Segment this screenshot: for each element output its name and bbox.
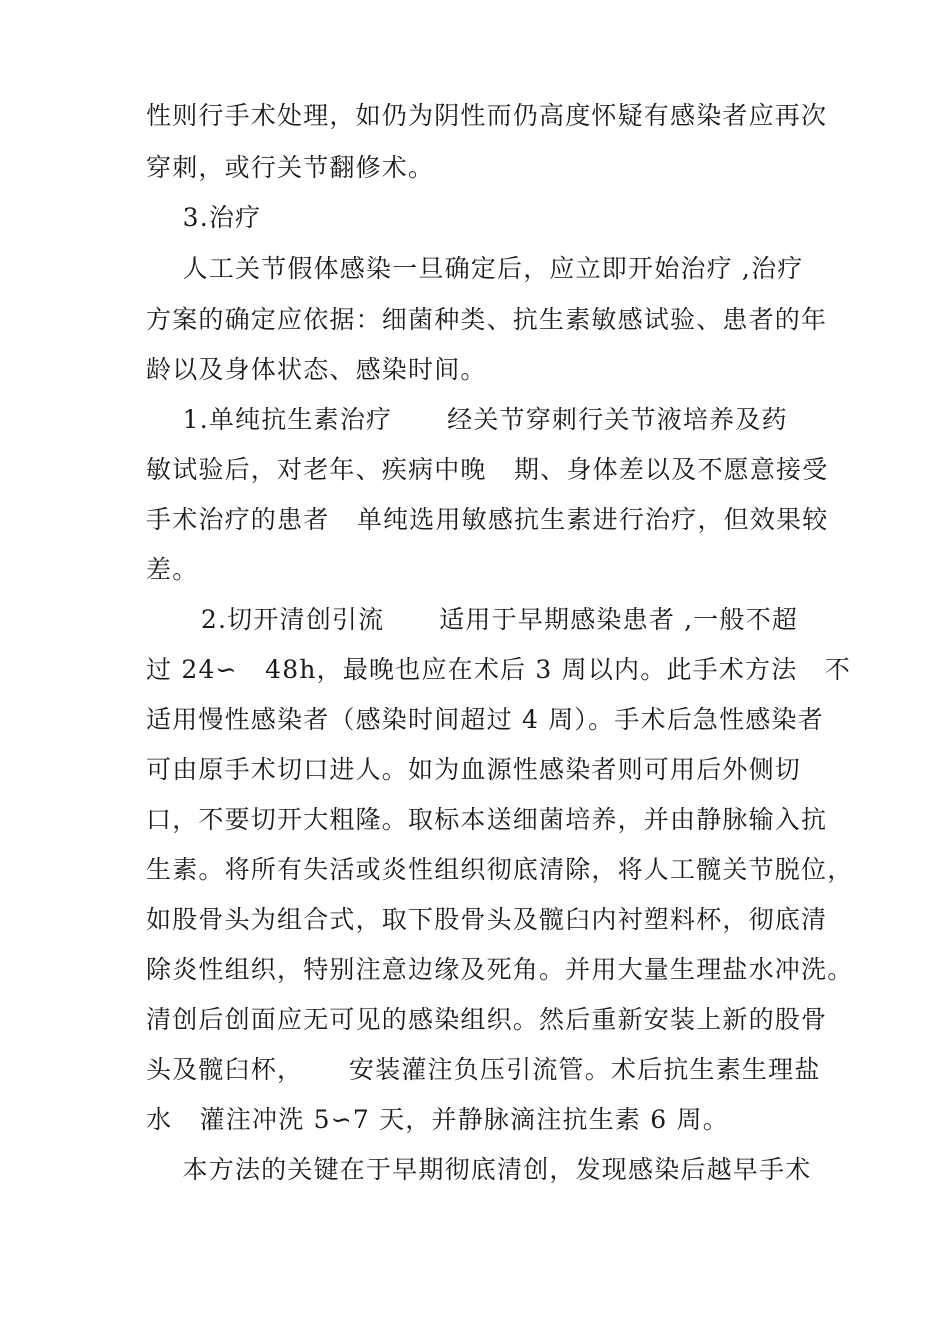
text-line: 过 24∽ 48h，最晚也应在术后 3 周以内。此手术方法 不 — [146, 655, 852, 684]
text-line: 水 灌注冲洗 5∽7 天，并静脉滴注抗生素 6 周。 — [146, 1105, 729, 1134]
text-line: 口，不要切开大粗隆。取标本送细菌培养，并由静脉输入抗 — [146, 805, 828, 834]
text-line: 如股骨头为组合式，取下股骨头及髋臼内衬塑料杯，彻底清 — [146, 905, 828, 934]
text-line: 头及髋臼杯， 安装灌注负压引流管。术后抗生素生理盐 — [146, 1055, 821, 1084]
text-line: 人工关节假体感染一旦确定后，应立即开始治疗 ,治疗 — [146, 254, 804, 283]
text-line: 适用慢性感染者（感染时间超过 4 周）。手术后急性感染者 — [146, 705, 824, 734]
text-line: 清创后创面应无可见的感染组织。然后重新安装上新的股骨 — [146, 1005, 828, 1034]
text-line: 1.单纯抗生素治疗 经关节穿刺行关节液培养及药 — [146, 405, 788, 434]
text-line: 方案的确定应依据：细菌种类、抗生素敏感试验、患者的年 — [146, 305, 828, 334]
text-line: 除炎性组织，特别注意边缘及死角。并用大量生理盐水冲洗。 — [146, 955, 854, 984]
section-heading: 3.治疗 — [146, 203, 262, 232]
text-line: 可由原手术切口进人。如为血源性感染者则可用后外侧切 — [146, 755, 802, 784]
text-line: 生素。将所有失活或炎性组织彻底清除，将人工髋关节脱位， — [146, 855, 854, 884]
text-line: 手术治疗的患者 单纯选用敏感抗生素进行治疗，但效果较 — [146, 505, 829, 534]
text-line: 本方法的关键在于早期彻底清创，发现感染后越早手术 — [146, 1155, 812, 1184]
text-line: 穿刺，或行关节翻修术。 — [146, 153, 435, 182]
text-line: 龄以及身体状态、感染时间。 — [146, 355, 487, 384]
text-line: 差。 — [146, 555, 199, 584]
text-line: 敏试验后，对老年、疾病中晚 期、身体差以及不愿意接受 — [146, 455, 829, 484]
text-line: 2.切开清创引流 适用于早期感染患者 ,一般不超 — [146, 605, 799, 634]
text-line: 性则行手术处理，如仍为阴性而仍高度怀疑有感染者应再次 — [146, 101, 828, 130]
